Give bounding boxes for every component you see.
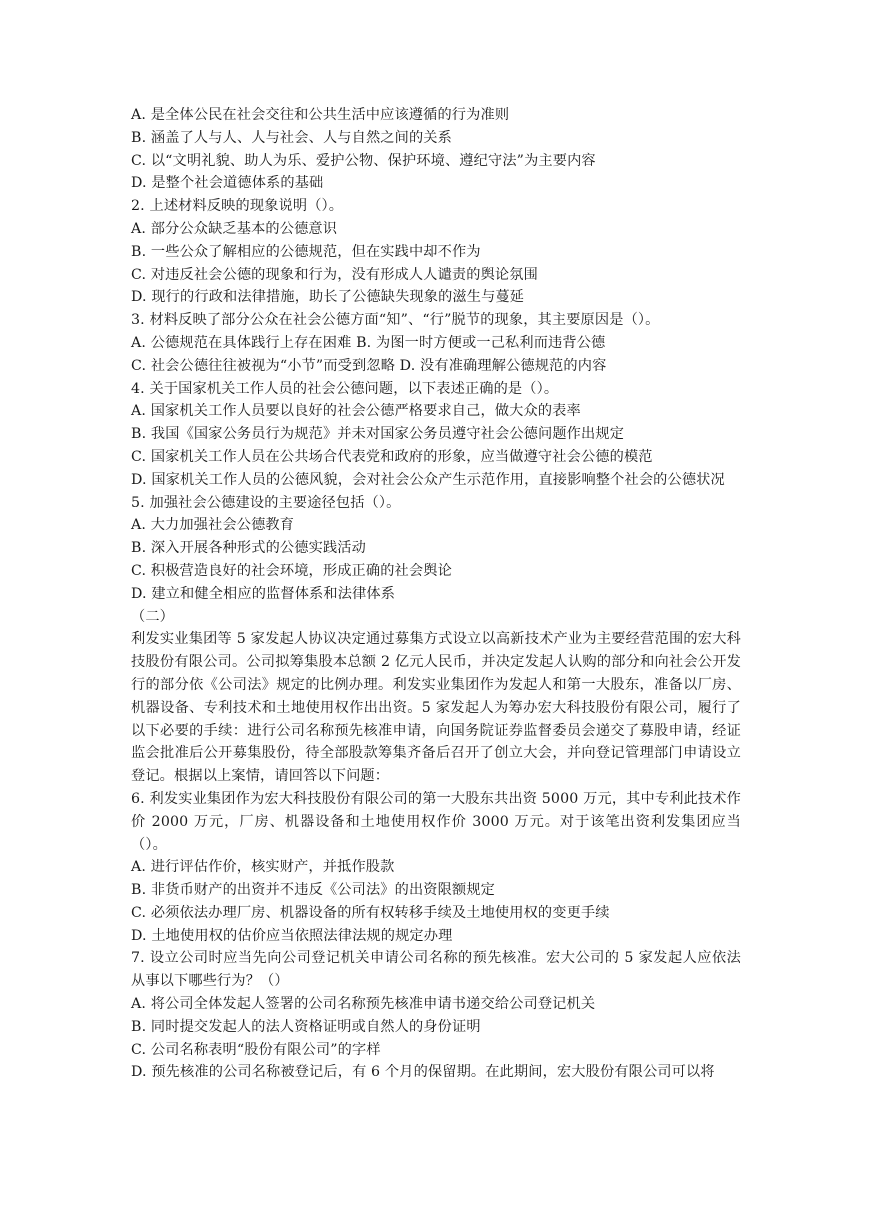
q1-option-d: D. 是整个社会道德体系的基础 [131,175,324,192]
q7-option-a: A. 将公司全体发起人签署的公司名称预先核准申请书递交给公司登记机关 [131,996,596,1013]
section-heading: （二） [131,608,175,625]
q6-option-d: D. 土地使用权的估价应当依照法律法规的规定办理 [131,927,453,944]
q7-option-b: B. 同时提交发起人的法人资格证明或自然人的身份证明 [131,1018,481,1035]
question-4: 4. 关于国家机关工作人员的社会公德问题，以下表述正确的是（）。 [131,380,559,397]
q4-option-c: C. 国家机关工作人员在公共场合代表党和政府的形象，应当做遵守社会公德的模范 [131,448,653,465]
q4-option-b: B. 我国《国家公务员行为规范》并未对国家公务员遵守社会公德问题作出规定 [131,426,625,443]
q7-option-d: D. 预先核准的公司名称被登记后，有 6 个月的保留期。在此期间，宏大股份有限公司可以将 [131,1064,715,1081]
question-3: 3. 材料反映了部分公众在社会公德方面“知”、“行”脱节的现象，其主要原因是（）。 [131,312,660,329]
document-page [131,104,741,1084]
question-6: 6. 利发实业集团作为宏大科技股份有限公司的第一大股东共出资 5000 万元，其中专利此技术作价 2000 万元，厂房、机器设备和土地使用权作价 3000 万元。对于该笔出资利发集团应当（）。 [131,790,741,853]
q6-option-a: A. 进行评估作价，核实财产，并抵作股款 [131,859,395,876]
q2-option-d: D. 现行的行政和法律措施，助长了公德缺失现象的滋生与蔓延 [131,289,525,306]
q3-options-ab: A. 公德规范在具体践行上存在困难 B. 为图一时方便或一己私利而违背公德 [131,334,606,351]
q6-option-b: B. 非货币财产的出资并不违反《公司法》的出资限额规定 [131,882,495,899]
q3-options-cd: C. 社会公德往往被视为“小节”而受到忽略 D. 没有准确理解公德规范的内容 [131,357,607,374]
question-5: 5. 加强社会公德建设的主要途径包括（）。 [131,494,401,511]
q5-option-a: A. 大力加强社会公德教育 [131,517,295,534]
q5-option-b: B. 深入开展各种形式的公德实践活动 [131,540,366,557]
q1-option-b: B. 涵盖了人与人、人与社会、人与自然之间的关系 [131,129,452,146]
q5-option-c: C. 积极营造良好的社会环境，形成正确的社会舆论 [131,562,452,579]
q4-option-d: D. 国家机关工作人员的公德风貌，会对社会公众产生示范作用，直接影响整个社会的公德状况 [131,471,725,488]
q6-option-c: C. 必须依法办理厂房、机器设备的所有权转移手续及土地使用权的变更手续 [131,904,610,921]
q1-option-a: A. 是全体公民在社会交往和公共生活中应该遵循的行为准则 [131,107,510,123]
question-7: 7. 设立公司时应当先向公司登记机关申请公司名称的预先核准。宏大公司的 5 家发起人应依法从事以下哪些行为？（） [131,950,741,990]
q2-option-c: C. 对违反社会公德的现象和行为，没有形成人人谴责的舆论氛围 [131,266,538,283]
q1-option-c: C. 以“文明礼貌、助人为乐、爱护公物、保护环境、遵纪守法”为主要内容 [131,152,596,169]
question-2: 2. 上述材料反映的现象说明（）。 [131,198,344,215]
case-paragraph: 利发实业集团等 5 家发起人协议决定通过募集方式设立以高新技术产业为主要经营范围的宏大科技股份有限公司。公司拟筹集股本总额 2 亿元人民币，并决定发起人认购的部分和向社会公开发行的部分依《公司法》规定的比例办理。利发实业集团作为发起人和第一大股东，准备以厂房、机器设备、专利技术和土地使用权作出出资。5 家发起人为筹办宏大科技股份有限公司，履行了以下必要的手续：进行公司名称预先核准申请，向国务院证券监督委员会递交了募股申请，经证监会批准后公开募集股份，待全部股款筹集齐备后召开了创立大会，并向登记管理部门申请设立登记。根据以上案情，请回答以下问题： [131,631,741,785]
q2-option-b: B. 一些公众了解相应的公德规范，但在实践中却不作为 [131,243,481,260]
q7-option-c: C. 公司名称表明“股份有限公司”的字样 [131,1041,381,1058]
q5-option-d: D. 建立和健全相应的监督体系和法律体系 [131,585,396,602]
q2-option-a: A. 部分公众缺乏基本的公德意识 [131,220,338,237]
q4-option-a: A. 国家机关工作人员要以良好的社会公德严格要求自己，做大众的表率 [131,403,581,420]
